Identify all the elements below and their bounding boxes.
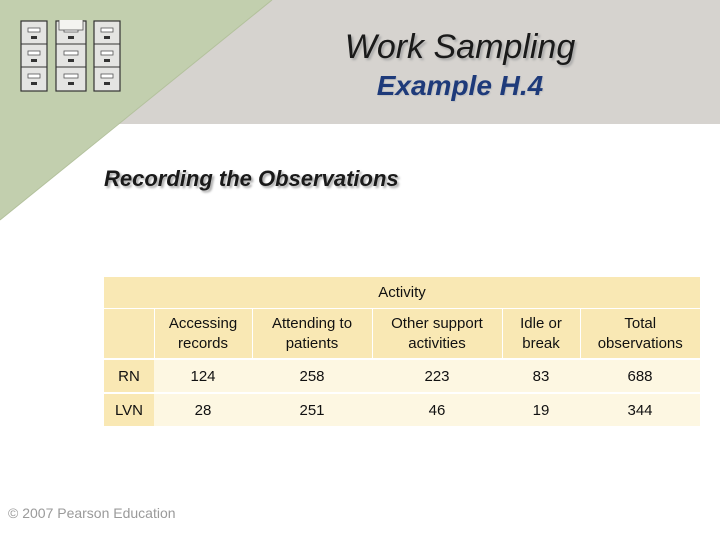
- column-header-attending-to-patients: Attending to patients: [252, 309, 372, 360]
- table-cell: 251: [252, 393, 372, 426]
- column-header-idle-or-break: Idle or break: [502, 309, 580, 360]
- table-column-header-row: [104, 309, 700, 360]
- column-header-blank: [104, 309, 154, 360]
- table-cell: 124: [154, 359, 252, 393]
- copyright-footer: © 2007 Pearson Education: [8, 505, 176, 521]
- table-cell: 46: [372, 393, 502, 426]
- table-cell: 28: [154, 393, 252, 426]
- row-header-rn: RN: [104, 359, 154, 393]
- section-heading: Recording the Observations: [104, 166, 399, 191]
- table-group-header-row: [104, 277, 700, 309]
- table-row: [104, 393, 700, 426]
- observations-table: [104, 277, 700, 426]
- table-cell: 19: [502, 393, 580, 426]
- table-cell: 83: [502, 359, 580, 393]
- table-row: [104, 359, 700, 393]
- table-cell: 688: [580, 359, 700, 393]
- filing-cabinet-icon: [20, 20, 122, 92]
- column-header-other-support: Other support activities: [372, 309, 502, 360]
- table-cell: 344: [580, 393, 700, 426]
- slide-subtitle: Example H.4: [376, 70, 544, 101]
- column-header-total-observations: Total observations: [580, 309, 700, 360]
- table-cell: 258: [252, 359, 372, 393]
- table-cell: 223: [372, 359, 502, 393]
- activity-group-header: Activity: [104, 277, 700, 309]
- slide-title: Work Sampling: [344, 28, 576, 66]
- row-header-lvn: LVN: [104, 393, 154, 426]
- column-header-accessing-records: Accessing records: [154, 309, 252, 360]
